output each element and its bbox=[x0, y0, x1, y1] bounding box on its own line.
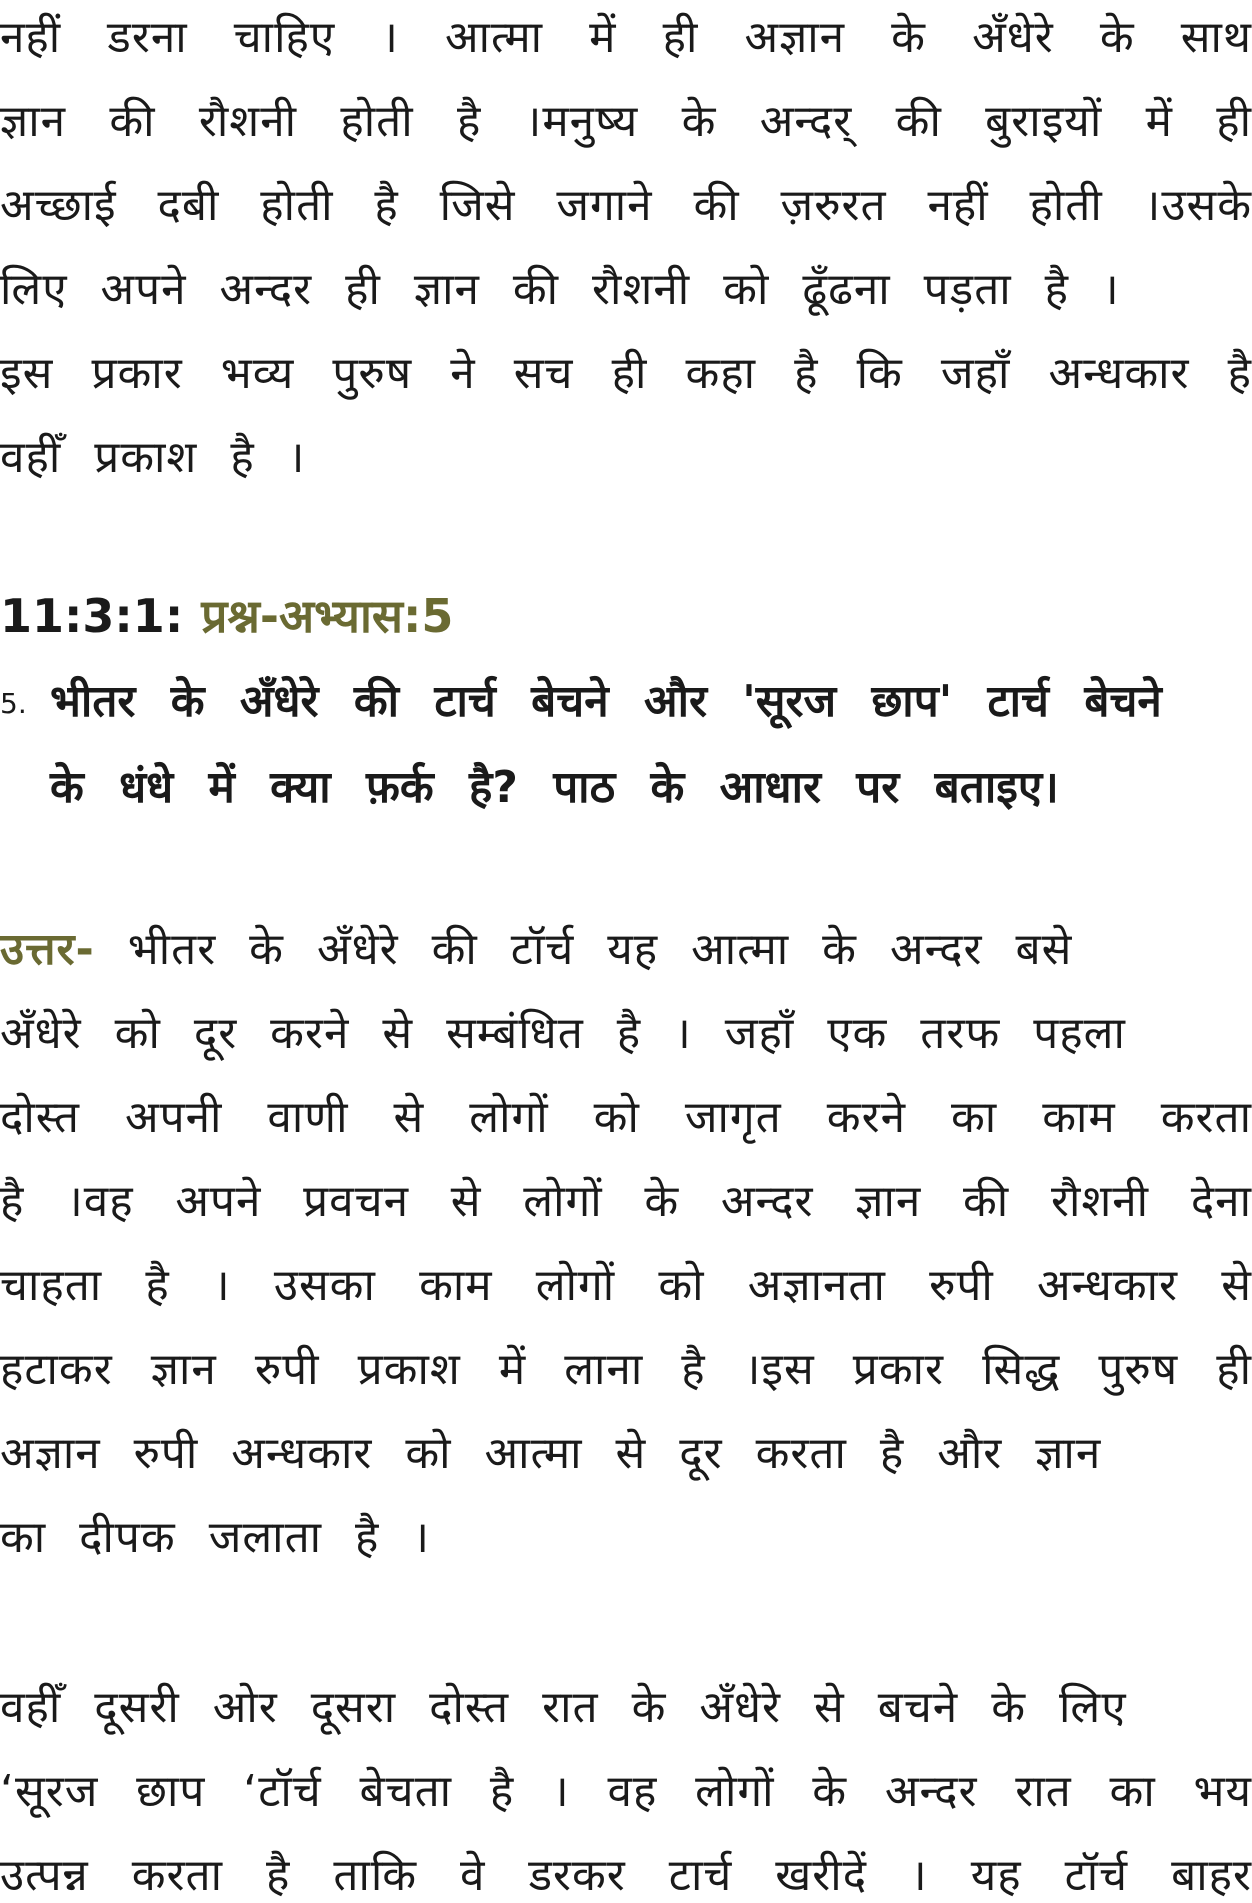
answer-first-line bbox=[0, 908, 1252, 992]
question-text-1: भीतर के अँधेरे की टार्च बेचने और 'सूरज छाप' टार्च बेचने bbox=[50, 676, 1162, 727]
answer-paragraph bbox=[0, 908, 1252, 1580]
text-line: अज्ञान रुपी अन्धकार को आत्मा से दूर करता है और ज्ञान bbox=[0, 1428, 1102, 1479]
section-label: प्रश्न-अभ्यास:5 bbox=[201, 589, 454, 643]
text-line: लिए अपने अन्दर ही ज्ञान की रौशनी को ढूँढना पड़ता है । bbox=[0, 264, 1120, 315]
intro-paragraph bbox=[0, 0, 1252, 500]
section-heading bbox=[0, 586, 453, 646]
answer-label: उत्तर- bbox=[0, 924, 95, 975]
text-line: अँधेरे को दूर करने से सम्बंधित है । जहाँ एक तरफ पहला bbox=[0, 1008, 1126, 1059]
text-line: हटाकर ज्ञान रुपी प्रकाश में लाना है ।इस प्रकार सिद्ध पुरुष ही bbox=[0, 1344, 1252, 1395]
question-line-1 bbox=[0, 660, 1252, 746]
text-line: उत्पन्न करता है ताकि वे डरकर टार्च खरीदें । यह टॉर्च बाहर bbox=[0, 1850, 1252, 1901]
closing-paragraph bbox=[0, 1666, 1252, 1903]
question-block bbox=[0, 660, 1252, 830]
answer-first-line-text: भीतर के अँधेरे की टॉर्च यह आत्मा के अन्दर बसे bbox=[127, 924, 1073, 975]
text-line: दोस्त अपनी वाणी से लोगों को जागृत करने का काम करता bbox=[0, 1092, 1252, 1143]
text-line: इस प्रकार भव्य पुरुष ने सच ही कहा है कि जहाँ अन्धकार है bbox=[0, 348, 1252, 399]
text-line: वहीँ दूसरी ओर दूसरा दोस्त रात के अँधेरे से बचने के लिए bbox=[0, 1682, 1127, 1733]
text-line: ज्ञान की रौशनी होती है ।मनुष्य के अन्दर् की बुराइयों में ही bbox=[0, 96, 1252, 147]
question-number: 5. bbox=[0, 687, 27, 720]
text-line: वहीँ प्रकाश है । bbox=[0, 432, 306, 483]
text-line: ‘सूरज छाप ‘टॉर्च बेचता है । वह लोगों के अन्दर रात का भय bbox=[0, 1766, 1252, 1817]
text-line: नहीं डरना चाहिए । आत्मा में ही अज्ञान के अँधेरे के साथ bbox=[0, 12, 1252, 63]
text-line: चाहता है । उसका काम लोगों को अज्ञानता रुपी अन्धकार से bbox=[0, 1260, 1252, 1311]
text-line: का दीपक जलाता है । bbox=[0, 1512, 431, 1563]
text-line: है ।वह अपने प्रवचन से लोगों के अन्दर ज्ञान की रौशनी देना bbox=[0, 1176, 1252, 1227]
text-line: अच्छाई दबी होती है जिसे जगाने की ज़रुरत नहीं होती ।उसके bbox=[0, 180, 1252, 231]
section-number: 11:3:1: bbox=[0, 589, 184, 643]
question-text-2: के धंधे में क्या फ़र्क है? पाठ के आधार पर बताइए। bbox=[50, 762, 1059, 813]
